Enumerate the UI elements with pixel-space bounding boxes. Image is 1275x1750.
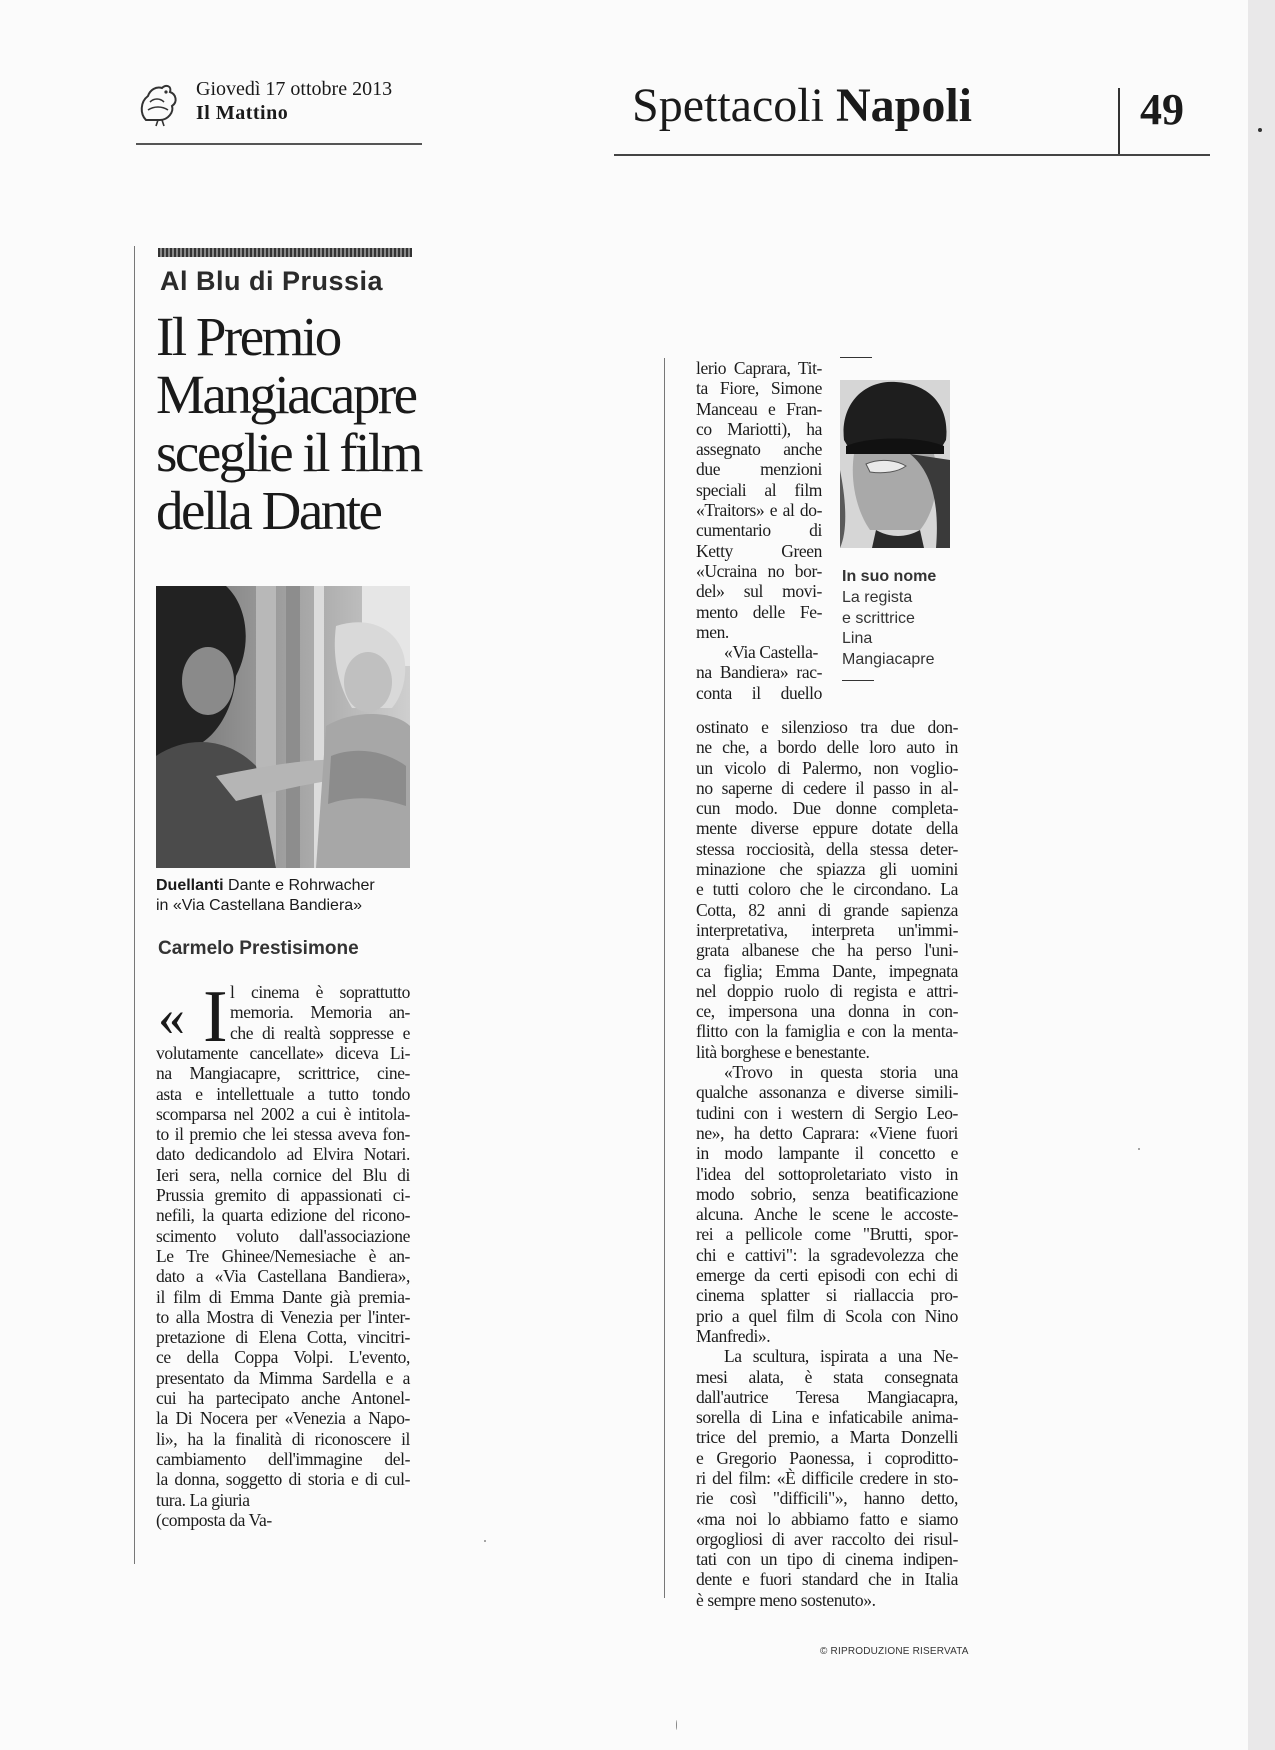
portrait-photo [840,380,950,548]
text-line: scomparsa nel 2002 a cui è intitola- [156,1103,410,1124]
text-line: Manfredi». [696,1325,771,1346]
article-body-mid-top [696,358,822,703]
drop-initial: I [203,976,228,1058]
text-line: e Gregorio Paonessa, i coproditto- [696,1447,958,1468]
text-line: minazione che spiazza gli uomini [696,859,958,880]
text-line: Ketty Green [696,540,822,561]
article-body-left [156,1043,410,1530]
section-city: Napoli [835,79,972,132]
text-line: dato dedicandolo ad Elvira Notari. [156,1144,410,1165]
headline-line: Il Premio [156,306,340,367]
header-rule [614,154,1210,156]
text-line: men. [696,621,729,642]
text-line: l cinema è soprattutto [230,982,410,1002]
text-line: no saperne di cedere il passo in al- [696,777,958,798]
text-line: chi e cattivi": la sgradevolezza che [696,1244,958,1265]
text-line: flitto con la famiglia e con la menta- [696,1021,958,1042]
text-line: ca figlia; Emma Dante, impegnata [696,960,958,981]
text-line: dato a «Via Castellana Bandiera», [156,1266,410,1287]
text-line: dall'autrice Teresa Mangiacapra, [696,1386,958,1407]
caption-rule [842,680,874,681]
caption-line: Mangiacapre [842,650,935,668]
byline: Carmelo Prestisimone [158,938,359,959]
text-line: Prussia gremito di appassionati ci- [156,1185,410,1206]
text-line: alcuna. Anche le scene le accoste- [696,1204,958,1225]
text-line: prio a quel film di Scola con Nino [696,1305,958,1326]
text-line: cumentario di [696,520,822,541]
text-line: che di realtà soppresse e [230,1022,410,1043]
text-line: ce della Coppa Volpi. L'evento, [156,1347,410,1368]
text-line: e tutti coloro che le circondano. La [696,879,958,900]
text-line: «Trovo in questa storia una [724,1062,958,1083]
caption-line: Lina [842,630,873,647]
photo-caption [156,876,420,916]
headline-line: Mangiacapre [156,364,416,425]
section-title [632,79,972,132]
text-line: presentato da Mimma Sardella e a [156,1367,410,1388]
article-kicker: Al Blu di Prussia [160,266,384,296]
text-line: la Di Nocera per «Venezia a Napo- [156,1408,410,1429]
text-line: interpretativa, interpreta un'immi- [696,919,958,940]
text-line: mento delle Fe- [696,601,822,622]
header-rule [136,143,422,145]
lead-paragraph [230,982,410,1043]
text-line: è sempre meno sostenuto». [696,1589,876,1610]
scan-speck [1138,1148,1140,1150]
scan-speck [676,1720,677,1730]
drop-quote: « [158,987,185,1047]
text-line: rei a pellicole come "Brutti, spor- [696,1224,958,1245]
text-line: in modo lampante il concetto e [696,1143,958,1164]
text-line: ne», ha detto Caprara: «Viene fuori [696,1122,958,1143]
text-line: ta Fiore, Simone [696,378,822,399]
column-rule [664,358,665,1598]
text-line: «Traitors» e al do- [696,500,822,521]
scan-edge [1248,0,1275,1750]
caption-text: in «Via Castellana Bandiera» [156,897,363,914]
rooster-logo-icon [136,80,180,128]
headline-line: sceglie il film [156,422,421,483]
text-line: na Mangiacapre, scrittrice, cine- [156,1063,410,1084]
text-line: cui ha partecipato anche Antonel- [156,1388,410,1409]
text-line: tati con un tipo di cinema indipen- [696,1549,958,1570]
text-line: speciali al film [696,479,822,500]
text-line: modo sobrio, senza beatificazione [696,1183,958,1204]
text-line: li», ha la finalità di riconoscere il [156,1428,410,1449]
text-line: del» sul movi- [696,581,822,602]
text-line: lità borghese e benestante. [696,1041,870,1062]
text-line: La scultura, ispirata a una Ne- [724,1346,958,1367]
text-line: stessa rocciosità, della stessa deter- [696,838,958,859]
text-line: nel doppio ruolo di regista e attri- [696,980,958,1001]
text-line: un vicolo di Palermo, non voglio- [696,757,958,778]
text-line: Manceau e Fran- [696,398,822,419]
copyright-notice: © RIPRODUZIONE RISERVATA [820,1646,969,1657]
text-line: ri del film: «È difficile credere in sto- [696,1467,958,1488]
text-line: lerio Caprara, Tit- [696,358,822,378]
text-line: Le Tre Ghinee/Nemesiache è an- [156,1245,410,1266]
portrait-caption-title: In suo nome [842,568,937,585]
text-line: conta il duello [696,682,822,703]
text-line: memoria. Memoria an- [230,1002,410,1023]
text-line: il film di Emma Dante già premia- [156,1286,410,1307]
text-line: «Via Castella- [724,642,818,663]
text-line: la donna, soggetto di storia e di cul- [156,1469,410,1490]
text-line: ostinato e silenzioso tra due don- [696,717,958,737]
header-separator [1118,88,1120,154]
text-line: cinema splatter si riallaccia pro- [696,1285,958,1306]
text-line: na Bandiera» rac- [696,662,822,683]
text-line: nefili, la quarta edizione del ricono- [156,1205,410,1226]
article-headline [156,308,426,540]
text-line: mesi alata, è stata consegnata [696,1366,958,1387]
text-line: cun modo. Due donne completa- [696,798,958,819]
text-line: scimento voluto dall'associazione [156,1225,410,1246]
text-line: (composta da Va- [156,1509,272,1530]
caption-line: e scrittrice [842,609,915,627]
text-line: Cotta, 82 anni di grande sapienza [696,899,958,920]
caption-line: La regista [842,589,913,606]
scan-speck [484,1540,486,1542]
text-line: volutamente cancellate» diceva Li- [156,1043,410,1063]
headline-line: della Dante [156,480,381,541]
page-number: 49 [1140,85,1184,134]
text-line: assegnato anche [696,439,822,460]
caption-title: Duellanti [156,877,224,894]
text-line: mente diverse eppure dotate della [696,818,958,839]
text-line: Ieri sera, nella cornice del Blu di [156,1164,410,1185]
text-line: tudini con i western di Sergio Leo- [696,1102,958,1123]
article-body-mid [696,717,958,1610]
film-still-photo [156,586,410,868]
caption-text: Dante e Rohrwacher [228,877,375,894]
issue-date: Giovedì 17 ottobre 2013 [196,78,393,100]
text-line: emerge da certi episodi con echi di [696,1265,958,1286]
text-line: «ma noi lo abbiamo fatto e siamo [696,1508,958,1529]
column-rule [134,246,135,1564]
kicker-bar [158,248,412,257]
text-line: grata albanese che ha perso l'uni- [696,940,958,961]
text-line: qualche assonanza e diverse simili- [696,1082,958,1103]
text-line: orgogliosi di aver raccolto dei risul- [696,1528,958,1549]
caption-rule [840,357,872,358]
text-line: rie così "difficili"», hanno detto, [696,1488,958,1509]
text-line: to alla Mostra di Venezia per l'inter- [156,1306,410,1327]
text-line: ne che, a bordo delle loro auto in [696,737,958,758]
text-line: ce, impersona una donna in con- [696,1001,958,1022]
text-line: pretazione di Elena Cotta, vincitri- [156,1327,410,1348]
text-line: cambiamento dell'immagine del- [156,1448,410,1469]
text-line: asta e intellettuale a tutto tondo [156,1083,410,1104]
text-line: to il premio che lei stessa aveva fon- [156,1124,410,1145]
text-line: due menzioni [696,459,822,480]
text-line: l'idea del sottoproletariato visto in [696,1163,958,1184]
scan-speck [1258,128,1262,132]
text-line: trice del premio, a Marta Donzelli [696,1427,958,1448]
text-line: sorella di Lina e infaticabile anima- [696,1407,958,1428]
text-line: tura. La giuria [156,1489,250,1510]
text-line: «Ucraina no bor- [696,560,822,581]
section-name: Spettacoli [632,79,824,132]
newspaper-name: Il Mattino [196,102,289,124]
text-line: co Mariotti), ha [696,418,822,439]
text-line: dente e fuori standard che in Italia [696,1569,958,1590]
portrait-caption [842,588,935,670]
